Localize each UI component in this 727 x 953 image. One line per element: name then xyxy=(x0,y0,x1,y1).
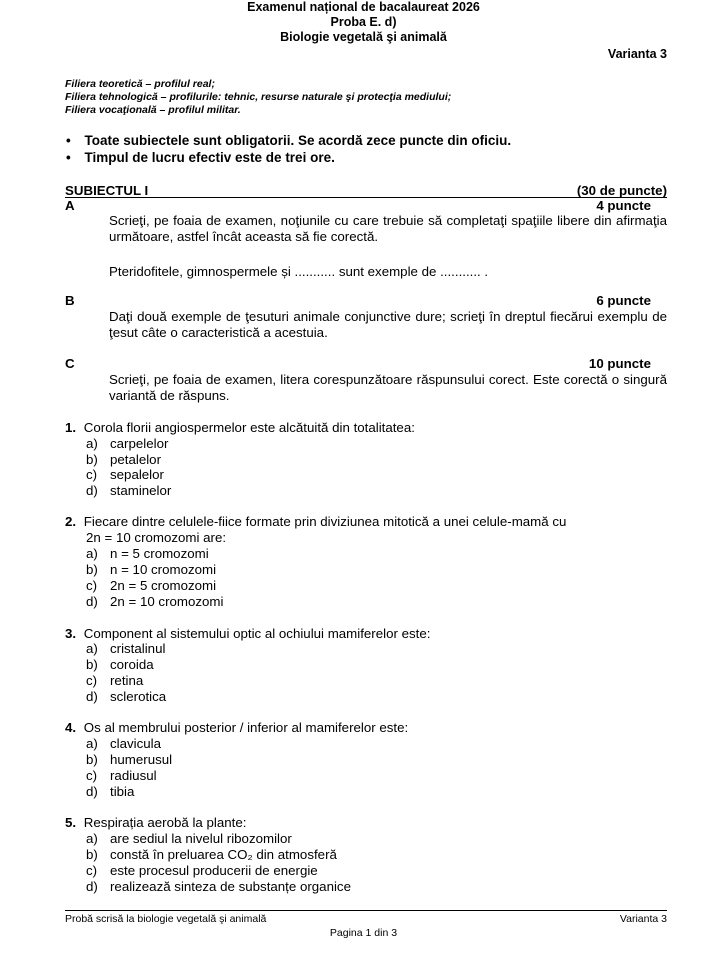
question-1 xyxy=(65,420,415,435)
section-b-letter: B xyxy=(65,293,75,308)
subiect-underline xyxy=(65,197,667,198)
question-text: Corola florii angiospermelor este alcătuită din totalitatea: xyxy=(83,420,415,435)
option-5a: a) are sediul la nivelul ribozomilor xyxy=(86,831,292,846)
filiera-vocationala: Filiera vocaţională – profilul militar. xyxy=(65,104,241,116)
question-number: 5. xyxy=(65,815,77,830)
question-5 xyxy=(65,815,246,830)
question-text: Respirația aerobă la plante: xyxy=(83,815,247,830)
question-2-text-cont: 2n = 10 cromozomi are: xyxy=(86,530,227,545)
footer-page: Pagina 1 din 3 xyxy=(329,927,398,939)
section-a-instruction: Scrieţi, pe foaia de examen, noţiunile cu care trebuie să completaţi spaţiile libere din afirmaţia următoare, astfel încât aceasta să fie corectă. xyxy=(109,213,667,244)
footer-left: Probă scrisă la biologie vegetală şi animală xyxy=(65,913,267,925)
option-3b: b) coroida xyxy=(86,657,154,672)
option-1c: c) sepalelor xyxy=(86,467,164,482)
section-c-points: 10 puncte xyxy=(588,356,651,371)
section-c-instruction: Scrieţi, pe foaia de examen, litera corespunzătoare răspunsului corect. Este corectă o singură variantă de răspuns. xyxy=(109,372,667,403)
rule-1 xyxy=(66,133,511,148)
option-4d: d) tibia xyxy=(86,784,135,799)
question-number: 1. xyxy=(65,420,77,435)
option-5d: d) realizează sinteza de substanțe organice xyxy=(86,879,351,894)
option-5c: c) este procesul producerii de energie xyxy=(86,863,318,878)
question-4 xyxy=(65,720,408,735)
option-2b: b) n = 10 cromozomi xyxy=(86,562,217,577)
option-3a: a) cristalinul xyxy=(86,641,166,656)
option-4a: a) clavicula xyxy=(86,736,161,751)
option-3d: d) sclerotica xyxy=(86,689,167,704)
rule-2 xyxy=(66,150,335,165)
rule-text: Toate subiectele sunt obligatorii. Se acordă zece puncte din oficiu. xyxy=(84,133,512,148)
question-number: 3. xyxy=(65,626,77,641)
bullet-icon: • xyxy=(66,150,71,165)
subiect-points: (30 de puncte) xyxy=(576,183,667,198)
question-text: Component al sistemului optic al ochiului mamiferelor este: xyxy=(83,626,431,641)
filiera-teoretica: Filiera teoretică – profilul real; xyxy=(65,78,215,90)
option-5b: b) constă în preluarea CO₂ din atmosferă xyxy=(86,847,337,862)
option-2c: c) 2n = 5 cromozomi xyxy=(86,578,217,593)
subiect-label: SUBIECTUL I xyxy=(65,183,149,198)
question-text: Os al membrului posterior / inferior al mamiferelor este: xyxy=(83,720,409,735)
option-1b: b) petalelor xyxy=(86,452,162,467)
option-4c: c) radiusul xyxy=(86,768,157,783)
option-2a: a) n = 5 cromozomi xyxy=(86,546,209,561)
footer-rule xyxy=(65,910,667,911)
section-a-points: 4 puncte xyxy=(596,198,651,213)
footer-right: Varianta 3 xyxy=(619,913,667,925)
section-a-statement: Pteridofitele, gimnospermele și ........... sunt exemple de ........... . xyxy=(109,264,489,279)
option-2d: d) 2n = 10 cromozomi xyxy=(86,594,224,609)
option-1d: d) staminelor xyxy=(86,483,172,498)
option-3c: c) retina xyxy=(86,673,144,688)
filiera-tehnologica: Filiera tehnologică – profilurile: tehnic, resurse naturale şi protecţia mediului; xyxy=(65,91,452,103)
option-1a: a) carpelelor xyxy=(86,436,169,451)
bullet-icon: • xyxy=(66,133,71,148)
question-number: 2. xyxy=(65,514,77,529)
exam-title: Examenul național de bacalaureat 2026 xyxy=(247,0,480,14)
section-b-points: 6 puncte xyxy=(596,293,651,308)
section-c-letter: C xyxy=(65,356,75,371)
option-4b: b) humerusul xyxy=(86,752,173,767)
rule-text: Timpul de lucru efectiv este de trei ore. xyxy=(84,150,335,165)
question-text: Fiecare dintre celulele-fiice formate prin diviziunea mitotică a unei celule-mamă cu xyxy=(83,514,567,529)
question-2 xyxy=(65,514,566,529)
question-number: 4. xyxy=(65,720,77,735)
exam-subject: Biologie vegetală şi animală xyxy=(280,30,447,44)
question-3 xyxy=(65,626,430,641)
section-a-letter: A xyxy=(65,198,75,213)
exam-variant: Varianta 3 xyxy=(607,47,667,61)
section-b-instruction: Daţi două exemple de ţesuturi animale conjunctive dure; scrieţi în dreptul fiecărui exemplu de ţesut câte o caracteristică a acestuia. xyxy=(109,309,667,340)
exam-proba: Proba E. d) xyxy=(330,15,397,29)
